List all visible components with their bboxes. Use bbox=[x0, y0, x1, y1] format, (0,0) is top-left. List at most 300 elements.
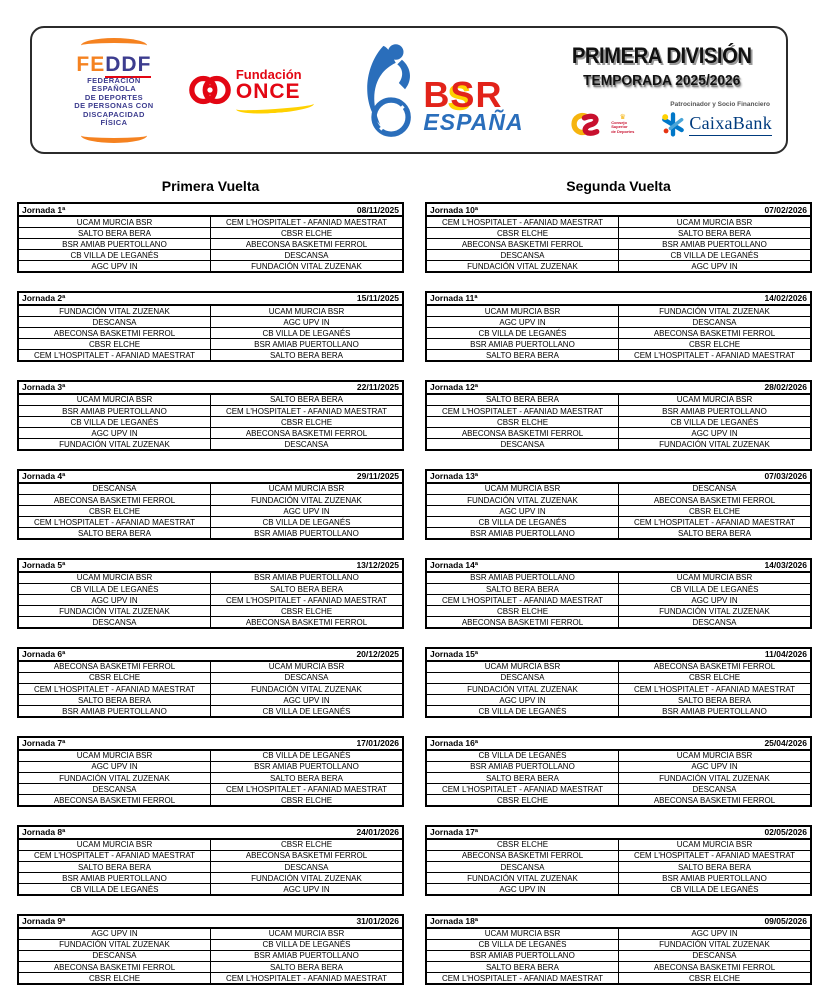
home-team-cell: FUNDACIÓN VITAL ZUZENAK bbox=[426, 873, 619, 884]
feddf-swoosh-bottom-icon bbox=[81, 128, 147, 143]
home-team-cell: SALTO BERA BERA bbox=[426, 773, 619, 784]
jornada-header-row bbox=[426, 915, 811, 928]
away-team-cell: ABECONSA BASKETMI FERROL bbox=[211, 850, 404, 861]
home-team-cell: BSR AMIAB PUERTOLLANO bbox=[426, 339, 619, 350]
away-team-cell: CEM L'HOSPITALET - AFANIAD MAESTRAT bbox=[211, 406, 404, 417]
match-row bbox=[426, 962, 811, 973]
match-row bbox=[18, 506, 403, 517]
match-row bbox=[18, 339, 403, 350]
away-team-cell: UCAM MURCIA BSR bbox=[619, 572, 812, 584]
home-team-cell: SALTO BERA BERA bbox=[18, 228, 211, 239]
jornada-table bbox=[425, 558, 812, 629]
jornada-label: Jornada 15ª bbox=[426, 648, 619, 661]
match-row bbox=[426, 483, 811, 495]
match-row bbox=[426, 305, 811, 317]
match-row bbox=[18, 773, 403, 784]
jornada-table bbox=[425, 380, 812, 451]
jornada-header-row bbox=[18, 381, 403, 394]
jornada-date: 22/11/2025 bbox=[211, 381, 404, 394]
home-team-cell: AGC UPV IN bbox=[426, 695, 619, 706]
match-row bbox=[426, 328, 811, 339]
home-team-cell: CB VILLA DE LEGANÉS bbox=[18, 417, 211, 428]
home-team-cell: SALTO BERA BERA bbox=[426, 962, 619, 973]
away-team-cell: DESCANSA bbox=[211, 439, 404, 451]
home-team-cell: CEM L'HOSPITALET - AFANIAD MAESTRAT bbox=[426, 784, 619, 795]
away-team-cell: SALTO BERA BERA bbox=[211, 962, 404, 973]
jornada-table bbox=[425, 469, 812, 540]
away-team-cell: CB VILLA DE LEGANÉS bbox=[211, 706, 404, 718]
match-row bbox=[18, 873, 403, 884]
once-fundacion-text: Fundación bbox=[235, 66, 302, 82]
match-row bbox=[426, 239, 811, 250]
jornada-table bbox=[425, 825, 812, 896]
home-team-cell: AGC UPV IN bbox=[18, 261, 211, 273]
away-team-cell: CBSR ELCHE bbox=[211, 417, 404, 428]
jornada-label: Jornada 6ª bbox=[18, 648, 211, 661]
home-team-cell: FUNDACIÓN VITAL ZUZENAK bbox=[426, 261, 619, 273]
jornada-header-row bbox=[426, 559, 811, 572]
match-row bbox=[426, 506, 811, 517]
match-row bbox=[18, 328, 403, 339]
away-team-cell: BSR AMIAB PUERTOLLANO bbox=[619, 406, 812, 417]
home-team-cell: CB VILLA DE LEGANÉS bbox=[18, 250, 211, 261]
home-team-cell: CEM L'HOSPITALET - AFANIAD MAESTRAT bbox=[18, 350, 211, 362]
jornada-table bbox=[425, 647, 812, 718]
match-row bbox=[426, 884, 811, 896]
jornada-label: Jornada 1ª bbox=[18, 203, 211, 216]
jornada-label: Jornada 13ª bbox=[426, 470, 619, 483]
jornada-header-row bbox=[18, 915, 403, 928]
home-team-cell: CEM L'HOSPITALET - AFANIAD MAESTRAT bbox=[426, 216, 619, 228]
match-row bbox=[18, 761, 403, 772]
jornada-header-row bbox=[18, 826, 403, 839]
primera-vuelta-title: Primera Vuelta bbox=[161, 178, 260, 194]
match-row bbox=[426, 873, 811, 884]
home-team-cell: AGC UPV IN bbox=[18, 928, 211, 940]
match-row bbox=[426, 261, 811, 273]
jornada-date: 14/02/2026 bbox=[619, 292, 812, 305]
jornada-label: Jornada 3ª bbox=[18, 381, 211, 394]
match-row bbox=[18, 483, 403, 495]
match-row bbox=[18, 884, 403, 896]
away-team-cell: BSR AMIAB PUERTOLLANO bbox=[619, 873, 812, 884]
away-team-cell: FUNDACIÓN VITAL ZUZENAK bbox=[211, 684, 404, 695]
jornada-header-row bbox=[426, 292, 811, 305]
jornada-table bbox=[17, 647, 404, 718]
home-team-cell: AGC UPV IN bbox=[18, 595, 211, 606]
home-team-cell: ABECONSA BASKETMI FERROL bbox=[18, 661, 211, 673]
away-team-cell: CEM L'HOSPITALET - AFANIAD MAESTRAT bbox=[211, 784, 404, 795]
home-team-cell: BSR AMIAB PUERTOLLANO bbox=[18, 406, 211, 417]
jornada-label: Jornada 10ª bbox=[426, 203, 619, 216]
jornada-label: Jornada 7ª bbox=[18, 737, 211, 750]
espana-wordmark: ESPAÑA bbox=[423, 109, 524, 136]
home-team-cell: AGC UPV IN bbox=[18, 761, 211, 772]
home-team-cell: UCAM MURCIA BSR bbox=[18, 839, 211, 851]
match-row bbox=[426, 750, 811, 762]
match-row bbox=[426, 672, 811, 683]
jornada-date: 15/11/2025 bbox=[211, 292, 404, 305]
match-row bbox=[18, 528, 403, 540]
home-team-cell: BSR AMIAB PUERTOLLANO bbox=[18, 706, 211, 718]
away-team-cell: CEM L'HOSPITALET - AFANIAD MAESTRAT bbox=[619, 517, 812, 528]
away-team-cell: AGC UPV IN bbox=[619, 928, 812, 940]
home-team-cell: CBSR ELCHE bbox=[18, 973, 211, 985]
jornada-date: 09/05/2026 bbox=[619, 915, 812, 928]
match-row bbox=[426, 973, 811, 985]
jornada-date: 14/03/2026 bbox=[619, 559, 812, 572]
away-team-cell: DESCANSA bbox=[619, 483, 812, 495]
away-team-cell: ABECONSA BASKETMI FERROL bbox=[619, 795, 812, 807]
home-team-cell: ABECONSA BASKETMI FERROL bbox=[426, 428, 619, 439]
once-text: ONCE bbox=[235, 79, 301, 103]
home-team-cell: AGC UPV IN bbox=[426, 317, 619, 328]
away-team-cell: ABECONSA BASKETMI FERROL bbox=[211, 617, 404, 629]
match-row bbox=[18, 695, 403, 706]
match-row bbox=[426, 761, 811, 772]
home-team-cell: CBSR ELCHE bbox=[426, 417, 619, 428]
home-team-cell: FUNDACIÓN VITAL ZUZENAK bbox=[426, 495, 619, 506]
away-team-cell: AGC UPV IN bbox=[619, 761, 812, 772]
away-team-cell: UCAM MURCIA BSR bbox=[619, 394, 812, 406]
home-team-cell: DESCANSA bbox=[426, 439, 619, 451]
jornada-date: 07/03/2026 bbox=[619, 470, 812, 483]
home-team-cell: CB VILLA DE LEGANÉS bbox=[18, 583, 211, 594]
away-team-cell: UCAM MURCIA BSR bbox=[211, 661, 404, 673]
match-row bbox=[18, 216, 403, 228]
away-team-cell: ABECONSA BASKETMI FERROL bbox=[619, 962, 812, 973]
away-team-cell: CEM L'HOSPITALET - AFANIAD MAESTRAT bbox=[619, 684, 812, 695]
home-team-cell: CB VILLA DE LEGANÉS bbox=[426, 939, 619, 950]
away-team-cell: CEM L'HOSPITALET - AFANIAD MAESTRAT bbox=[619, 850, 812, 861]
match-row bbox=[426, 394, 811, 406]
match-row bbox=[426, 950, 811, 961]
match-row bbox=[18, 595, 403, 606]
home-team-cell: BSR AMIAB PUERTOLLANO bbox=[426, 528, 619, 540]
away-team-cell: CEM L'HOSPITALET - AFANIAD MAESTRAT bbox=[211, 216, 404, 228]
match-row bbox=[18, 617, 403, 629]
match-row bbox=[18, 861, 403, 872]
feddf-line: FEDERACIÓN bbox=[87, 75, 141, 85]
home-team-cell: BSR AMIAB PUERTOLLANO bbox=[426, 761, 619, 772]
home-team-cell: BSR AMIAB PUERTOLLANO bbox=[18, 239, 211, 250]
jornada-header-row bbox=[18, 648, 403, 661]
away-team-cell: FUNDACIÓN VITAL ZUZENAK bbox=[211, 495, 404, 506]
home-team-cell: AGC UPV IN bbox=[18, 428, 211, 439]
away-team-cell: BSR AMIAB PUERTOLLANO bbox=[619, 706, 812, 718]
home-team-cell: CBSR ELCHE bbox=[18, 672, 211, 683]
match-row bbox=[18, 962, 403, 973]
match-row bbox=[18, 684, 403, 695]
away-team-cell: CBSR ELCHE bbox=[211, 228, 404, 239]
home-team-cell: UCAM MURCIA BSR bbox=[426, 483, 619, 495]
crown-icon: ♛ bbox=[619, 113, 626, 121]
jornada-table bbox=[17, 202, 404, 273]
jornada-label: Jornada 14ª bbox=[426, 559, 619, 572]
away-team-cell: FUNDACIÓN VITAL ZUZENAK bbox=[211, 261, 404, 273]
match-row bbox=[426, 317, 811, 328]
jornada-header-row bbox=[18, 737, 403, 750]
jornada-label: Jornada 9ª bbox=[18, 915, 211, 928]
jornada-table bbox=[425, 202, 812, 273]
match-row bbox=[18, 672, 403, 683]
match-row bbox=[426, 706, 811, 718]
home-team-cell: FUNDACIÓN VITAL ZUZENAK bbox=[18, 606, 211, 617]
match-row bbox=[18, 850, 403, 861]
match-row bbox=[18, 305, 403, 317]
jornada-date: 24/01/2026 bbox=[211, 826, 404, 839]
away-team-cell: ABECONSA BASKETMI FERROL bbox=[619, 661, 812, 673]
jornada-label: Jornada 12ª bbox=[426, 381, 619, 394]
away-team-cell: CB VILLA DE LEGANÉS bbox=[619, 583, 812, 594]
jornada-header-row bbox=[426, 381, 811, 394]
away-team-cell: DESCANSA bbox=[211, 672, 404, 683]
feddf-logo bbox=[46, 38, 182, 143]
away-team-cell: CB VILLA DE LEGANÉS bbox=[619, 417, 812, 428]
jornada-date: 08/11/2025 bbox=[211, 203, 404, 216]
match-row bbox=[426, 428, 811, 439]
bsr-espana-logo bbox=[357, 36, 544, 144]
away-team-cell: DESCANSA bbox=[211, 861, 404, 872]
match-row bbox=[18, 950, 403, 961]
home-team-cell: ABECONSA BASKETMI FERROL bbox=[426, 239, 619, 250]
away-team-cell: CB VILLA DE LEGANÉS bbox=[211, 750, 404, 762]
jornada-label: Jornada 11ª bbox=[426, 292, 619, 305]
home-team-cell: DESCANSA bbox=[18, 317, 211, 328]
jornada-table bbox=[17, 914, 404, 985]
home-team-cell: SALTO BERA BERA bbox=[18, 695, 211, 706]
jornada-header-row bbox=[426, 648, 811, 661]
home-team-cell: DESCANSA bbox=[18, 950, 211, 961]
jornada-list bbox=[17, 202, 404, 985]
match-row bbox=[426, 417, 811, 428]
jornada-date: 11/04/2026 bbox=[619, 648, 812, 661]
match-row bbox=[426, 406, 811, 417]
away-team-cell: SALTO BERA BERA bbox=[619, 861, 812, 872]
away-team-cell: AGC UPV IN bbox=[211, 506, 404, 517]
home-team-cell: UCAM MURCIA BSR bbox=[426, 661, 619, 673]
away-team-cell: UCAM MURCIA BSR bbox=[619, 216, 812, 228]
away-team-cell: FUNDACIÓN VITAL ZUZENAK bbox=[619, 439, 812, 451]
jornada-header-row bbox=[426, 737, 811, 750]
away-team-cell: SALTO BERA BERA bbox=[619, 228, 812, 239]
away-team-cell: CB VILLA DE LEGANÉS bbox=[619, 884, 812, 896]
home-team-cell: CBSR ELCHE bbox=[426, 606, 619, 617]
home-team-cell: ABECONSA BASKETMI FERROL bbox=[18, 962, 211, 973]
jornada-date: 07/02/2026 bbox=[619, 203, 812, 216]
home-team-cell: DESCANSA bbox=[426, 861, 619, 872]
home-team-cell: FUNDACIÓN VITAL ZUZENAK bbox=[426, 684, 619, 695]
match-row bbox=[426, 495, 811, 506]
away-team-cell: CBSR ELCHE bbox=[211, 839, 404, 851]
home-team-cell: SALTO BERA BERA bbox=[18, 528, 211, 540]
jornada-date: 25/04/2026 bbox=[619, 737, 812, 750]
home-team-cell: BSR AMIAB PUERTOLLANO bbox=[426, 950, 619, 961]
home-team-cell: ABECONSA BASKETMI FERROL bbox=[18, 795, 211, 807]
home-team-cell: ABECONSA BASKETMI FERROL bbox=[18, 495, 211, 506]
home-team-cell: DESCANSA bbox=[18, 617, 211, 629]
jornada-date: 02/05/2026 bbox=[619, 826, 812, 839]
home-team-cell: CB VILLA DE LEGANÉS bbox=[426, 750, 619, 762]
home-team-cell: UCAM MURCIA BSR bbox=[18, 216, 211, 228]
home-team-cell: CEM L'HOSPITALET - AFANIAD MAESTRAT bbox=[426, 973, 619, 985]
home-team-cell: CBSR ELCHE bbox=[18, 339, 211, 350]
bsr-wheelchair-icon bbox=[357, 36, 419, 144]
match-row bbox=[18, 606, 403, 617]
home-team-cell: CBSR ELCHE bbox=[426, 228, 619, 239]
away-team-cell: AGC UPV IN bbox=[211, 884, 404, 896]
match-row bbox=[426, 339, 811, 350]
sponsor-logos bbox=[563, 111, 772, 137]
away-team-cell: AGC UPV IN bbox=[619, 261, 812, 273]
away-team-cell: BSR AMIAB PUERTOLLANO bbox=[211, 339, 404, 350]
match-row bbox=[426, 572, 811, 584]
home-team-cell: SALTO BERA BERA bbox=[426, 394, 619, 406]
jornada-label: Jornada 4ª bbox=[18, 470, 211, 483]
match-row bbox=[18, 495, 403, 506]
away-team-cell: FUNDACIÓN VITAL ZUZENAK bbox=[619, 606, 812, 617]
home-team-cell: CB VILLA DE LEGANÉS bbox=[426, 517, 619, 528]
away-team-cell: BSR AMIAB PUERTOLLANO bbox=[619, 239, 812, 250]
home-team-cell: UCAM MURCIA BSR bbox=[426, 305, 619, 317]
match-row bbox=[18, 439, 403, 451]
jornada-label: Jornada 17ª bbox=[426, 826, 619, 839]
home-team-cell: FUNDACIÓN VITAL ZUZENAK bbox=[18, 305, 211, 317]
match-row bbox=[18, 706, 403, 718]
home-team-cell: SALTO BERA BERA bbox=[18, 861, 211, 872]
jornada-label: Jornada 5ª bbox=[18, 559, 211, 572]
away-team-cell: SALTO BERA BERA bbox=[211, 350, 404, 362]
jornada-header-row bbox=[18, 470, 403, 483]
match-row bbox=[426, 228, 811, 239]
bsr-wordmark: BSR bbox=[423, 73, 503, 115]
jornada-table bbox=[425, 736, 812, 807]
feddf-line: FÍSICA bbox=[100, 118, 128, 127]
match-row bbox=[426, 850, 811, 861]
away-team-cell: CEM L'HOSPITALET - AFANIAD MAESTRAT bbox=[211, 595, 404, 606]
away-team-cell: CEM L'HOSPITALET - AFANIAD MAESTRAT bbox=[211, 973, 404, 985]
away-team-cell: CB VILLA DE LEGANÉS bbox=[619, 250, 812, 261]
jornada-list bbox=[425, 202, 812, 985]
jornada-header-row bbox=[426, 470, 811, 483]
jornada-label: Jornada 2ª bbox=[18, 292, 211, 305]
match-row bbox=[18, 839, 403, 851]
home-team-cell: FUNDACIÓN VITAL ZUZENAK bbox=[18, 439, 211, 451]
home-team-cell: CEM L'HOSPITALET - AFANIAD MAESTRAT bbox=[18, 850, 211, 861]
home-team-cell: UCAM MURCIA BSR bbox=[18, 750, 211, 762]
match-row bbox=[426, 606, 811, 617]
match-row bbox=[426, 528, 811, 540]
match-row bbox=[18, 784, 403, 795]
away-team-cell: FUNDACIÓN VITAL ZUZENAK bbox=[211, 873, 404, 884]
away-team-cell: SALTO BERA BERA bbox=[619, 695, 812, 706]
away-team-cell: BSR AMIAB PUERTOLLANO bbox=[211, 761, 404, 772]
jornada-table bbox=[17, 291, 404, 362]
away-team-cell: ABECONSA BASKETMI FERROL bbox=[211, 428, 404, 439]
home-team-cell: CBSR ELCHE bbox=[18, 506, 211, 517]
fundacion-once-logo bbox=[188, 68, 344, 113]
jornada-header-row bbox=[18, 559, 403, 572]
csd-mark-icon bbox=[563, 111, 609, 137]
away-team-cell: UCAM MURCIA BSR bbox=[211, 305, 404, 317]
home-team-cell: CEM L'HOSPITALET - AFANIAD MAESTRAT bbox=[426, 595, 619, 606]
away-team-cell: CEM L'HOSPITALET - AFANIAD MAESTRAT bbox=[619, 350, 812, 362]
away-team-cell: DESCANSA bbox=[619, 784, 812, 795]
away-team-cell: ABECONSA BASKETMI FERROL bbox=[619, 495, 812, 506]
home-team-cell: BSR AMIAB PUERTOLLANO bbox=[18, 873, 211, 884]
home-team-cell: SALTO BERA BERA bbox=[426, 583, 619, 594]
match-row bbox=[18, 350, 403, 362]
feddf-line: DE DEPORTES bbox=[84, 92, 144, 102]
jornada-table bbox=[17, 825, 404, 896]
home-team-cell: CEM L'HOSPITALET - AFANIAD MAESTRAT bbox=[426, 406, 619, 417]
match-row bbox=[18, 261, 403, 273]
match-row bbox=[426, 595, 811, 606]
match-row bbox=[18, 939, 403, 950]
home-team-cell: FUNDACIÓN VITAL ZUZENAK bbox=[18, 773, 211, 784]
match-row bbox=[426, 839, 811, 851]
match-row bbox=[18, 661, 403, 673]
segunda-vuelta-title: Segunda Vuelta bbox=[566, 178, 671, 194]
jornada-table bbox=[425, 914, 812, 985]
match-row bbox=[426, 250, 811, 261]
match-row bbox=[426, 695, 811, 706]
away-team-cell: CB VILLA DE LEGANÉS bbox=[211, 328, 404, 339]
home-team-cell: CEM L'HOSPITALET - AFANIAD MAESTRAT bbox=[18, 684, 211, 695]
match-row bbox=[18, 572, 403, 584]
home-team-cell: SALTO BERA BERA bbox=[426, 350, 619, 362]
feddf-acronym: FEDDF bbox=[76, 52, 152, 76]
feddf-line: DE PERSONAS CON bbox=[74, 101, 154, 110]
jornada-table bbox=[425, 291, 812, 362]
jornada-table bbox=[17, 558, 404, 629]
away-team-cell: SALTO BERA BERA bbox=[619, 528, 812, 540]
home-team-cell: DESCANSA bbox=[426, 250, 619, 261]
csd-text: Consejo Superior de Deportes bbox=[611, 119, 635, 134]
match-row bbox=[18, 406, 403, 417]
match-row bbox=[426, 216, 811, 228]
jornada-header-row bbox=[18, 292, 403, 305]
once-rings-icon bbox=[188, 70, 232, 110]
match-row bbox=[18, 417, 403, 428]
match-row bbox=[426, 773, 811, 784]
match-row bbox=[18, 583, 403, 594]
away-team-cell: CBSR ELCHE bbox=[211, 606, 404, 617]
home-team-cell: UCAM MURCIA BSR bbox=[426, 928, 619, 940]
feddf-line: DISCAPACIDAD bbox=[83, 109, 145, 119]
away-team-cell: DESCANSA bbox=[619, 617, 812, 629]
home-team-cell: FUNDACIÓN VITAL ZUZENAK bbox=[18, 939, 211, 950]
jornada-date: 28/02/2026 bbox=[619, 381, 812, 394]
match-row bbox=[426, 928, 811, 940]
home-team-cell: DESCANSA bbox=[18, 784, 211, 795]
away-team-cell: ABECONSA BASKETMI FERROL bbox=[619, 328, 812, 339]
competition-title: PRIMERA DIVISIÓN bbox=[571, 43, 752, 68]
match-row bbox=[18, 517, 403, 528]
home-team-cell: ABECONSA BASKETMI FERROL bbox=[426, 617, 619, 629]
away-team-cell: BSR AMIAB PUERTOLLANO bbox=[211, 528, 404, 540]
match-row bbox=[18, 928, 403, 940]
away-team-cell: UCAM MURCIA BSR bbox=[619, 839, 812, 851]
away-team-cell: AGC UPV IN bbox=[211, 695, 404, 706]
match-row bbox=[18, 317, 403, 328]
match-row bbox=[426, 684, 811, 695]
jornada-date: 31/01/2026 bbox=[211, 915, 404, 928]
away-team-cell: SALTO BERA BERA bbox=[211, 773, 404, 784]
match-row bbox=[426, 517, 811, 528]
away-team-cell: CBSR ELCHE bbox=[619, 506, 812, 517]
away-team-cell: UCAM MURCIA BSR bbox=[211, 928, 404, 940]
